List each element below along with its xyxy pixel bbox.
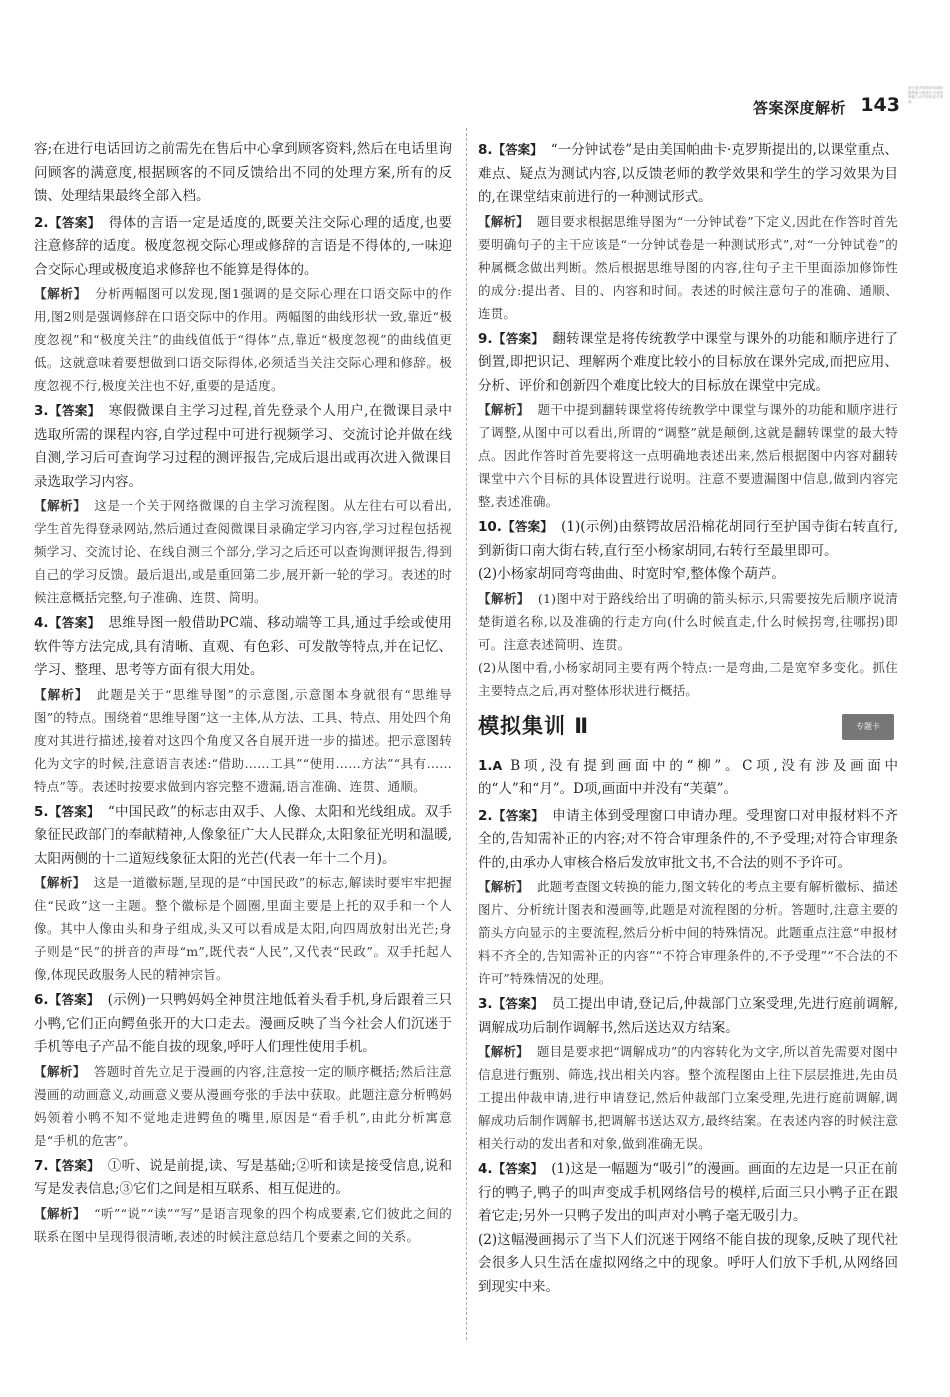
explanation-text: 【解析】 题目要求根据思维导图为“一分钟试卷”下定义,因此在作答时首先要明确句子的主干应该是“一分钟试卷是一种测试形式”,对“一分钟试卷”的种属概念做出判断。然后根据思维导图的内容,往句子主干里面添加修饰性的成分:提出者、目的、内容和时间。表述的时候注意句子的准确、通顺、连贯。 [478,213,898,321]
explanation-text: 【解析】 (1)图中对于路线给出了明确的箭头标示,只需要按先后顺序说清楚街道名称,以及准确的行走方向(什么时候直走,什么时候拐弯,往哪拐)即可。注意表述简明、连贯。 [478,590,898,652]
entry-3 [34,399,452,609]
right-column [478,138,898,1301]
entry-8 [478,138,898,325]
answer-text: 2.【答案】 得体的言语一定是适度的,既要关注交际心理的适度,也要注意修辞的适度。极度忽视交际心理或修辞的言语是不得体的,一味迎合交际心理或极度追求修辞也不能算是得体的。 [34,214,452,278]
header-fine-print: 进行更多的知识检测和题型练习提高学习成绩和能力水平获取更多资源 [908,86,943,104]
entry-s2-1 [478,754,898,802]
entry-9 [478,327,898,514]
answer-text: 2.【答案】 申请主体到受理窗口申请办理。受理窗口对申报材料不齐全的,告知需补正的内容;对不符合审理条件的,不予受理;对符合审理条件的,由承办人审核合格后发放审批文书,不合法的则不予许可。 [478,807,898,871]
answer-text: 7.【答案】 ①听、说是前提,读、写是基础;②听和读是接受信息,说和写是发表信息;③它们之间是相互联系、相互促进的。 [34,1157,452,1197]
answer-text: 3.【答案】 寒假微课自主学习过程,首先登录个人用户,在微课目录中选取所需的课程内容,自学过程中可进行视频学习、交流讨论并做在线自测,学习后可查询学习过程的测评报告,完成后退出或再次进入微课目录选取学习内容。 [34,403,452,490]
answer-text: 10.【答案】 (1)(示例)由蔡锷故居沿棉花胡同行至护国寺街右转直行,到新街口南大街右转,直行至小杨家胡同,右转行至最里即可。 [478,519,898,559]
answer-text: 5.【答案】 “中国民政”的标志由双手、人像、太阳和光线组成。双手象征民政部门的奉献精神,人像象征广大人民群众,太阳象征光明和温暖,太阳两侧的十二道短线象征太阳的光芒(代表一年十二个月)。 [34,803,452,867]
answer-text: 4.【答案】 (1)这是一幅题为“吸引”的漫画。画面的左边是一只正在前行的鸭子,鸭子的叫声变成手机网络信号的模样,后面三只小鸭子正在跟着它走;另外一只鸭子发出的叫声对小鸭子毫无吸引力。 [478,1161,898,1224]
header-title: 答案深度解析 [752,99,846,117]
answer-text: 6.【答案】 (示例)一只鸭妈妈全神贯注地低着头看手机,身后跟着三只小鸭,它们正向鳄鱼张开的大口走去。漫画反映了当今社会人们沉迷于手机等电子产品不能自拔的现象,呼吁人们理性使用手机。 [34,992,452,1055]
entry-continuation [34,138,452,209]
section-title: 模拟集训 Ⅱ [478,713,590,738]
answer-text: 3.【答案】 员工提出申请,登记后,仲裁部门立案受理,先进行庭前调解,调解成功后制作调解书,然后送达双方结案。 [478,996,898,1036]
column-divider [466,128,467,1340]
page-header [0,0,950,120]
entry-s2-4 [478,1157,898,1299]
answer-text: 1.A B项,没有提到画面中的“柳”。C项,没有涉及画面中的“人”和“月”。D项,画面中并没有“芙蕖”。 [478,757,898,797]
left-column [34,138,452,1250]
explanation-text: 【解析】 “听”“说”“读”“写”是语言现象的四个构成要素,它们彼此之间的联系在图中呈现得很清晰,表述的时候注意总结几个要素之间的关系。 [34,1205,452,1244]
explanation-text: 【解析】 这是一个关于网络微课的自主学习流程图。从左往右可以看出,学生首先得登录网站,然后通过查阅微课目录确定学习内容,学习过程包括视频学习、交流讨论、在线自测三个部分,学习之后还可以查询测评报告,得到自己的学习反馈。最后退出,或是重回第二步,展开新一轮的学习。表述的时候注意概括完整,句子准确、连贯、简明。 [34,498,452,605]
entry-s2-3 [478,992,898,1155]
entry-2 [34,211,452,398]
section-badge: 专题卡 [842,714,894,740]
entry-5 [34,800,452,987]
answer-text: 容;在进行电话回访之前需先在售后中心拿到顾客资料,然后在电话里询问顾客的满意度,根据顾客的不同反馈给出不同的处理方案,所有的反馈、处理结果最终全部入档。 [34,141,452,204]
entry-s2-2 [478,804,898,991]
answer-text: 9.【答案】 翻转课堂是将传统教学中课堂与课外的功能和顺序进行了倒置,即把识记、理解两个难度比较小的目标放在课外完成,而把应用、分析、评价和创新四个难度比较大的目标放在课堂中完成。 [478,330,898,394]
entry-7 [34,1154,452,1248]
explanation-text: 【解析】 题目是要求把“调解成功”的内容转化为文字,所以首先需要对图中信息进行甄别、筛选,找出相关内容。整个流程图由上往下层层推进,先由员工提出仲裁申请,进行申请登记,然后仲裁部门立案受理,先进行庭前调解,调解成功后制作调解书,把调解书送达双方,最终结案。在表述内容的时候注意相关行动的发出者和对象,做到准确无误。 [478,1044,898,1151]
entry-4 [34,611,452,798]
explanation-text: 【解析】 题干中提到翻转课堂将传统教学中课堂与课外的功能和顺序进行了调整,从图中可以看出,所谓的“调整”就是颠倒,这就是翻转课堂的最大特点。因此作答时首先要将这一点明确地表述出来,然后根据图中内容对翻转课堂中六个目标的具体设置进行说明。注意不要遗漏图中信息,做到内容完整,表述准确。 [478,402,898,509]
explanation-text: 【解析】 答题时首先立足于漫画的内容,注意按一定的顺序概括;然后注意漫画的动画意义,动画意义要从漫画夸张的手法中获取。此题注意分析鸭妈妈领着小鸭不知不觉地走进鳄鱼的嘴里,原因是“看手机”,由此分析寓意是“手机的危害”。 [34,1063,452,1148]
explanation-text: 【解析】 分析两幅图可以发现,图1强调的是交际心理在口语交际中的作用,图2则是强调修辞在口语交际中的作用。两幅图的曲线形状一致,靠近“极度忽视”和“极度关注”的曲线值低于“得体”点,靠近“极度忽视”的曲线值更低。这就意味着要想做到口语交际得体,必须适当关注交际心理和修辞。极度忽视不行,极度关注也不好,重要的是适度。 [34,286,452,393]
answer-text-part-2: (2)这幅漫画揭示了当下人们沉迷于网络不能自拔的现象,反映了现代社会很多人只生活在虚拟网络之中的现象。呼吁人们放下手机,从网络回到现实中来。 [478,1231,898,1295]
page-number: 143 [860,94,900,116]
entry-10 [478,515,898,702]
entry-6 [34,988,452,1152]
section-header [478,708,898,748]
explanation-text: 【解析】 此题是关于“思维导图”的示意图,示意图本身就很有“思维导图”的特点。围绕着“思维导图”这一主体,从方法、工具、特点、用处四个角度对其进行描述,接着对这四个角度又各自展开进一步的描述。把示意图转化为文字的时候,注意语言表述:“借助……工具”“使用……方法”“具有……特点”等。表述时按要求做到内容完整不遗漏,语言准确、连贯、通顺。 [34,686,452,794]
explanation-text: 【解析】 此题考查图文转换的能力,图文转化的考点主要有解析徽标、描述图片、分析统计图表和漫画等,此题是对流程图的分析。答题时,注意主要的箭头方向显示的主要流程,然后分析中间的特殊情况。此题重点注意“申报材料不齐全的,告知需补正的内容”“不符合审理条件的,不予受理”“不合法的不许可”特殊情况的处理。 [478,879,898,986]
explanation-text: 【解析】 这是一道徽标题,呈现的是“中国民政”的标志,解读时要牢牢把握住“民政”这一主题。整个徽标是个圆圈,里面主要是上托的双手和一个人像。其中人像由头和身子组成,头又可以看成是太阳,向四周放射出光芒;身子则是“民”的拼音的声母“m”,既代表“人民”,又代表“民政”。双手托起人像,体现民政服务人民的精神宗旨。 [34,875,452,982]
answer-text-part-2: (2)小杨家胡同弯弯曲曲、时宽时窄,整体像个葫芦。 [478,566,785,582]
answer-text: 8.【答案】 “一分钟试卷”是由美国帕曲卡·克罗斯提出的,以课堂重点、难点、疑点为测试内容,以反馈老师的教学效果和学生的学习效果为目的,在课堂结束前进行的一种测试形式。 [478,142,898,205]
explanation-text-part-2: (2)从图中看,小杨家胡同主要有两个特点:一是弯曲,二是宽窄多变化。抓住主要特点之后,再对整体形状进行概括。 [478,659,898,698]
answer-text: 4.【答案】 思维导图一般借助PC端、移动端等工具,通过手绘或使用软件等方法完成,具有清晰、直观、有色彩、可发散等特点,并在记忆、学习、整理、思考等方面有很大用处。 [34,615,452,678]
